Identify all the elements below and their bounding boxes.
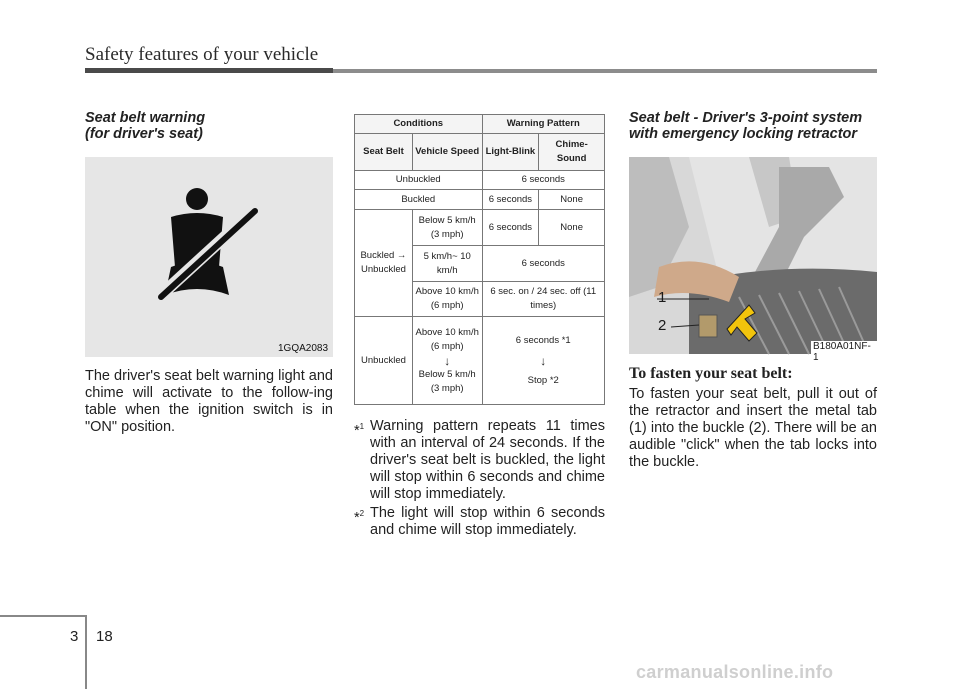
header-seat-belt: Seat Belt: [355, 134, 413, 171]
cell-light-buckled: 6 seconds: [482, 190, 539, 210]
header-warning-pattern: Warning Pattern: [482, 115, 605, 134]
header-conditions: Conditions: [355, 115, 483, 134]
header-rule-accent: [85, 68, 333, 73]
footer-rule-vertical: [85, 615, 87, 689]
footnote-2-mark: *$^2$: [354, 509, 365, 526]
chapter-number: 3: [70, 628, 79, 645]
section-title-line-2: (for driver's seat): [85, 126, 203, 142]
watermark: carmanualsonline.info: [636, 662, 834, 682]
cell-speed-below-5: Below 5 km/h (3 mph): [412, 210, 482, 246]
section-title-line-2: with emergency locking retractor: [629, 126, 858, 142]
header-light-blink: Light-Blink: [482, 134, 539, 171]
cell-condition-unbuckled: Unbuckled: [355, 171, 483, 190]
cell-buckled-to-unbuckled: Buckled → Unbuckled: [355, 210, 413, 317]
cell-speed-transition: [412, 317, 482, 405]
header-vehicle-speed: Vehicle Speed: [412, 134, 482, 171]
footnote-1-mark: *$^1$: [354, 422, 365, 439]
cell-condition-buckled: Buckled: [355, 190, 483, 210]
callout-2: 2: [658, 317, 667, 334]
footnote-1-text: Warning pattern repeats 11 times with an interval of 24 seconds. If the driver's seat belt is buckled, the light will stop within 6 seconds and chime will stop immediately.: [370, 418, 605, 502]
cell-pattern-transition: [482, 317, 605, 405]
seat-belt-warning-icon: [157, 187, 261, 305]
left-column: [85, 110, 333, 142]
cell-chime-buckled: None: [539, 190, 605, 210]
left-paragraph: The driver's seat belt warning light and chime will activate to the follow-ing table when the ignition switch is in "ON" position.: [85, 368, 333, 435]
speed-above-10: Above 10 km/h (6 mph): [415, 326, 479, 352]
callout-1: 1: [658, 289, 667, 306]
cell-light-below-5: 6 seconds: [482, 210, 539, 246]
warning-table: [354, 114, 605, 405]
section-title-3-point: [629, 110, 877, 142]
section-title-seat-belt-warning: [85, 110, 333, 142]
cell-speed-above-10: Above 10 km/h (6 mph): [412, 282, 482, 317]
page-header-title: Safety features of your vehicle: [85, 44, 319, 65]
down-arrow-icon: ↓: [540, 353, 547, 368]
right-column: [629, 110, 877, 142]
section-title-line-1: Seat belt warning: [85, 110, 206, 126]
figure-code: B180A01NF-1: [811, 341, 877, 363]
page-number: 18: [96, 628, 113, 645]
cell-speed-5-10: 5 km/h~ 10 km/h: [412, 246, 482, 282]
speed-below-5: Below 5 km/h (3 mph): [418, 368, 476, 394]
footer-rule-horizontal: [0, 615, 86, 617]
section-title-line-1: Seat belt - Driver's 3-point system: [629, 110, 863, 126]
footnotes: [354, 418, 605, 541]
cell-pattern-above-10: 6 sec. on / 24 sec. off (11 times): [482, 282, 605, 317]
cell-unbuckled: Unbuckled: [355, 317, 413, 405]
figure-code: 1GQA2083: [278, 343, 329, 354]
cell-chime-below-5: None: [539, 210, 605, 246]
header-chime-sound: Chime-Sound: [539, 134, 605, 171]
footnote-1: [354, 418, 605, 503]
footnote-2-text: The light will stop within 6 seconds and chime will stop immediately.: [370, 505, 605, 538]
pattern-6-seconds: 6 seconds *1: [515, 334, 571, 346]
pattern-stop: Stop *2: [527, 374, 559, 386]
footnote-2: [354, 505, 605, 539]
cell-pattern-5-10: 6 seconds: [482, 246, 605, 282]
seat-belt-warning-figure: [85, 157, 333, 357]
seat-belt-photo: [629, 157, 877, 363]
down-arrow-icon: ↓: [444, 353, 451, 368]
fasten-subtitle: To fasten your seat belt:: [629, 365, 793, 382]
cell-pattern-unbuckled: 6 seconds: [482, 171, 605, 190]
right-paragraph: To fasten your seat belt, pull it out of the retractor and insert the metal tab (1) into the buckle (2). There will be an audible "click" when the tab locks into the buckle.: [629, 386, 877, 470]
